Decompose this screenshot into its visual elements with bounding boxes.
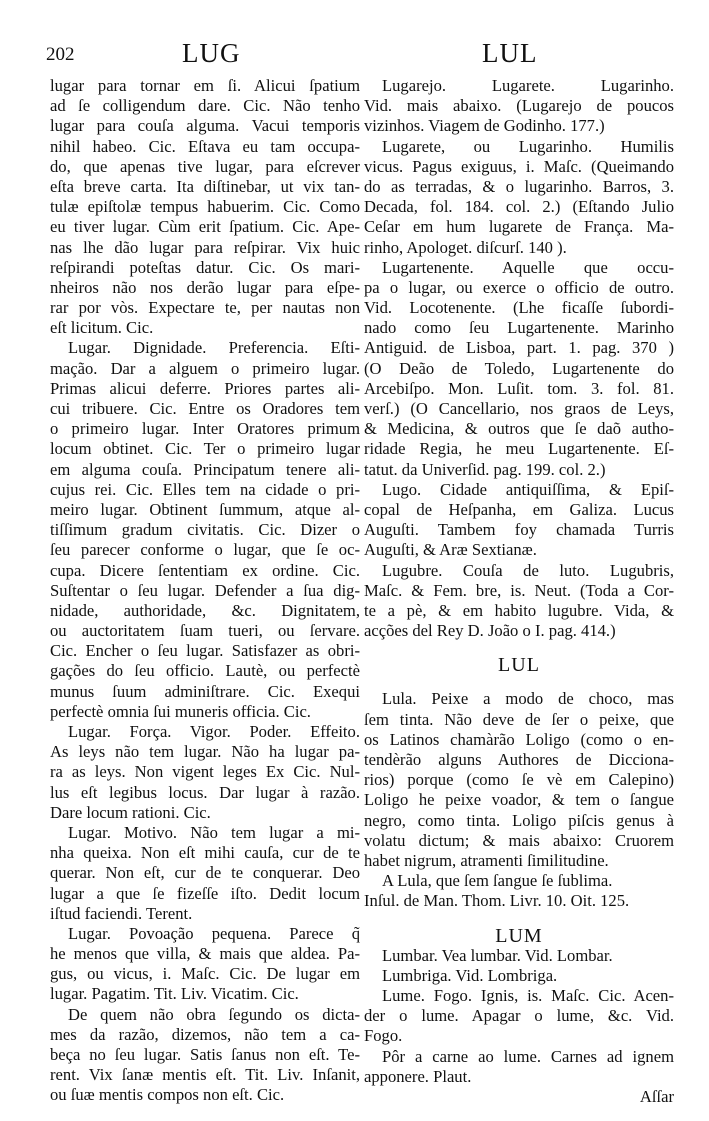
- text-line: & Medicina, & outros que ſe daõ autho-: [364, 419, 674, 439]
- text-line: volatu dictum; & mais abaixo: Cruorem: [364, 830, 674, 850]
- text-line: apponere. Plaut.: [364, 1066, 472, 1086]
- text-line: mes da razão, dizemos, não tem a ca-: [50, 1024, 360, 1044]
- text-line: ad ſe colligendum dare. Cic. Não tenho: [50, 96, 360, 116]
- text-line: Maſc. & Fem. bre, is. Neut. (Toda a Cor-: [364, 580, 674, 600]
- text-line: acções del Rey D. João o I. pag. 414.): [364, 621, 616, 641]
- text-line: Lugar. Força. Vigor. Poder. Effeito.: [68, 722, 360, 741]
- text-line: Antiguid. de Lisboa, part. 1. pag. 370 ): [364, 338, 674, 358]
- text-line: perfectè omnia ſui muneris officia. Cic.: [50, 701, 311, 721]
- text-line: Pôr a carne ao lume. Carnes ad ignem: [382, 1046, 674, 1066]
- text-line: A Lula, que ſem ſangue ſe ſublima.: [382, 871, 613, 891]
- text-line: Lumbriga. Vid. Lombriga.: [382, 965, 558, 985]
- text-line: (O Deão de Toledo, Lugartenente do: [364, 358, 674, 378]
- text-line: nidade, authoridade, &c. Dignitatem,: [50, 600, 360, 620]
- text-line: reſpirandi poteſtas datur. Cic. Os mari-: [50, 257, 360, 277]
- text-line: Primas alicui deferre. Priores partes ali-: [50, 378, 360, 398]
- spacer: [364, 675, 674, 689]
- spacer: [364, 641, 674, 655]
- text-line: Lugubre. Couſa de luto. Lugubris,: [382, 560, 674, 580]
- text-line: tulæ epiſtolæ tempus habuerim. Cic. Como: [50, 197, 360, 217]
- catchword: Aſſar: [639, 1087, 674, 1106]
- text-line: Lugartenente. Aquelle que occu-: [382, 257, 674, 277]
- running-head-left: LUG: [182, 38, 241, 68]
- text-line: Vid. mais abaixo. (Lugarejo de poucos: [364, 96, 674, 116]
- text-line: Lugar. Dignidade. Preferencia. Eſti-: [68, 338, 360, 358]
- text-line: Ceſar em hum lugarete de França. Ma-: [364, 217, 674, 237]
- text-line: der o lume. Apagar o lume, &c. Vid.: [364, 1006, 674, 1026]
- text-line: Auguſti. Tambem foy chamada Turris: [364, 520, 674, 540]
- text-line: rios) porque (como ſe vè em Calepino): [364, 770, 674, 790]
- text-line: os Latinos chamàrão Loligo (como o en-: [364, 729, 674, 749]
- text-line: nheiros não nos derão lugar para eſpe-: [50, 277, 360, 297]
- text-line: As leys não tem lugar. Não ha lugar pa-: [50, 742, 360, 762]
- text-line: nihil habeo. Cic. Eſtava eu tam occupa-: [50, 136, 360, 156]
- text-line: ra as leys. Non vigent leges Ex Cic. Nul-: [50, 762, 360, 782]
- text-line: gações do ſeu officio. Lautè, ou perfectè: [50, 661, 360, 681]
- text-line: rar por vòs. Expectare te, per nautas non: [50, 298, 360, 318]
- text-line: nado como ſeu Lugartenente. Marinho: [364, 318, 674, 338]
- text-line: eſt licitum. Cic.: [50, 318, 154, 338]
- text-line: vizinhos. Viagem de Godinho. 177.): [364, 116, 605, 136]
- text-line: Cic. Encher o ſeu lugar. Satisfazer as obri-: [50, 641, 360, 661]
- text-line: rinho, Apologet. diſcurſ. 140 ).: [364, 237, 567, 257]
- text-line: Decada, fol. 184. col. 2.) (Eſtando Julio: [364, 197, 674, 217]
- text-line: ou ſuæ mentis compos non eſt. Cic.: [50, 1085, 285, 1105]
- section-heading-lul: LUL: [498, 655, 540, 676]
- text-line: Arcebiſpo. Mon. Luſit. tom. 3. fol. 81.: [364, 378, 674, 398]
- text-line: habet nigrum, atramenti ſimilitudine.: [364, 850, 609, 870]
- text-line: meiro lugar. Obtinent ſummum, atque al-: [50, 499, 360, 519]
- text-line: Lugar. Povoação pequena. Parece q̃: [68, 923, 360, 943]
- text-line: ridade Regia, he meu Lugartenente. Eſ-: [364, 439, 674, 459]
- text-line: vicus. Pagus exiguus, i. Maſc. (Queimando: [364, 156, 674, 176]
- text-line: te a pè, & em habito lugubre. Vida, &: [364, 600, 674, 620]
- entries-lul: [364, 689, 674, 911]
- text-line: eu tiver lugar. Cùm erit ſpatium. Cic. Ape-: [50, 217, 360, 237]
- text-line: eſta breve carta. Ita diſtinebar, ut vix tan-: [50, 176, 360, 196]
- text-line: ou auctoritatem ſuam tueri, ou ſervare.: [50, 621, 360, 641]
- text-line: De quem não obra ſegundo os dicta-: [68, 1004, 360, 1024]
- text-line: Lume. Fogo. Ignis, is. Maſc. Cic. Acen-: [382, 986, 674, 1006]
- text-line: tiſſimum gradum civitatis. Cic. Dizer o: [50, 520, 360, 540]
- text-line: negro, como tinta. Loligo piſcis genus à: [364, 810, 674, 830]
- text-line: querar. Non eſt, cur de te conquerar. Deo: [50, 863, 360, 883]
- text-line: beça no ſeu lugar. Satis ſanus non eſt. Te-: [50, 1045, 360, 1064]
- text-line: copal de Heſpanha, em Galiza. Lucus: [364, 499, 674, 519]
- text-line: ſeu parecer conforme o lugar, que ſe oc-: [50, 540, 360, 560]
- page-number: 202: [46, 44, 75, 65]
- entries-lug: [364, 76, 674, 641]
- text-line: Lugar. Motivo. Não tem lugar a mi-: [68, 822, 360, 842]
- text-line: lugar. Pagatim. Tit. Liv. Vicatim. Cic.: [50, 984, 299, 1004]
- text-line: gus, ou vicus, i. Maſc. Cic. De lugar em: [50, 964, 360, 984]
- text-line: cupa. Dicere ſententiam ex ordine. Cic.: [50, 560, 360, 580]
- text-line: Lugo. Cidade antiquiſſima, & Epiſ-: [382, 479, 674, 499]
- text-line: o primeiro lugar. Inter Oratores primum: [50, 419, 360, 439]
- text-line: tendèrão alguns Authores de Diccionа-: [364, 750, 674, 769]
- text-line: cujus rei. Cic. Elles tem na cidade o pri-: [50, 479, 360, 499]
- text-line: lugar a que ſe fizeſſe iſto. Dedit locum: [50, 883, 360, 903]
- text-line: tatut. da Univerſid. pag. 199. col. 2.): [364, 459, 606, 479]
- spacer: [364, 912, 674, 926]
- text-line: lus eſt legibus locus. Dar lugar à razão.: [50, 782, 360, 802]
- text-line: munus ſuum adminiſtrare. Cic. Exequi: [50, 681, 360, 701]
- text-line: cui tribuere. Cic. Entre os Oradores tem: [50, 399, 360, 418]
- text-line: Lula. Peixe a modo de choco, mas: [382, 689, 674, 709]
- text-line: Loligo he peixe voador, & tem o ſangue: [364, 790, 674, 810]
- text-line: em alguma couſa. Principatum tenere ali-: [50, 459, 360, 479]
- text-line: verſ.) (O Cancellario, nos graos de Leys,: [364, 399, 674, 418]
- right-column: [364, 76, 674, 1107]
- text-line: Dare locum rationi. Cic.: [50, 802, 211, 822]
- text-line: iſtud faciendi. Terent.: [50, 903, 193, 923]
- text-line: Lumbar. Vea lumbar. Vid. Lombar.: [382, 945, 613, 965]
- text-line: pa o lugar, ou exerce o officio de outro.: [364, 277, 674, 297]
- text-line: Vid. Locotenente. (Lhe ficaſſe ſubordi-: [364, 298, 674, 318]
- section-heading-lum: LUM: [495, 925, 543, 946]
- text-line: Inſul. de Man. Thom. Livr. 10. Oit. 125.: [364, 891, 630, 911]
- entries-lum: [364, 946, 674, 1087]
- text-line: do, que apenas tive lugar, para eſcrever: [50, 156, 360, 176]
- text-line: locum obtinet. Cic. Ter o primeiro lugar: [50, 439, 360, 459]
- text-line: do as terradas, & o lugarinho. Barros, 3.: [364, 176, 674, 196]
- text-line: Suſtentar o ſeu lugar. Defender a ſua dig-: [50, 580, 360, 600]
- text-line: Lugarete, ou Lugarinho. Humilis: [382, 136, 674, 156]
- text-line: lugar para tornar em ſi. Alicui ſpatium: [50, 76, 360, 95]
- left-column: [50, 76, 360, 1106]
- text-line: lugar para couſa alguma. Vacui temporis: [50, 116, 360, 136]
- text-line: Auguſti, & Aræ Sextianæ.: [364, 540, 537, 560]
- text-line: nha queixa. Non eſt mihi cauſa, cur de te: [50, 843, 360, 863]
- text-line: nas lhe dão lugar para reſpirar. Vix huic: [50, 237, 360, 257]
- text-line: ſem tinta. Não deve de ſer o peixe, que: [364, 709, 674, 729]
- running-head-right: LUL: [482, 38, 538, 68]
- text-line: he menos que villa, & mais que aldea. Pa-: [50, 944, 360, 964]
- text-line: Lugarejo. Lugarete. Lugarinho.: [382, 76, 674, 95]
- text-line: mação. Dar a alguem o primeiro lugar.: [50, 358, 360, 378]
- text-line: rent. Vix ſanæ mentis eſt. Tit. Liv. Inſanit,: [50, 1065, 360, 1085]
- text-line: Fogo.: [364, 1026, 403, 1046]
